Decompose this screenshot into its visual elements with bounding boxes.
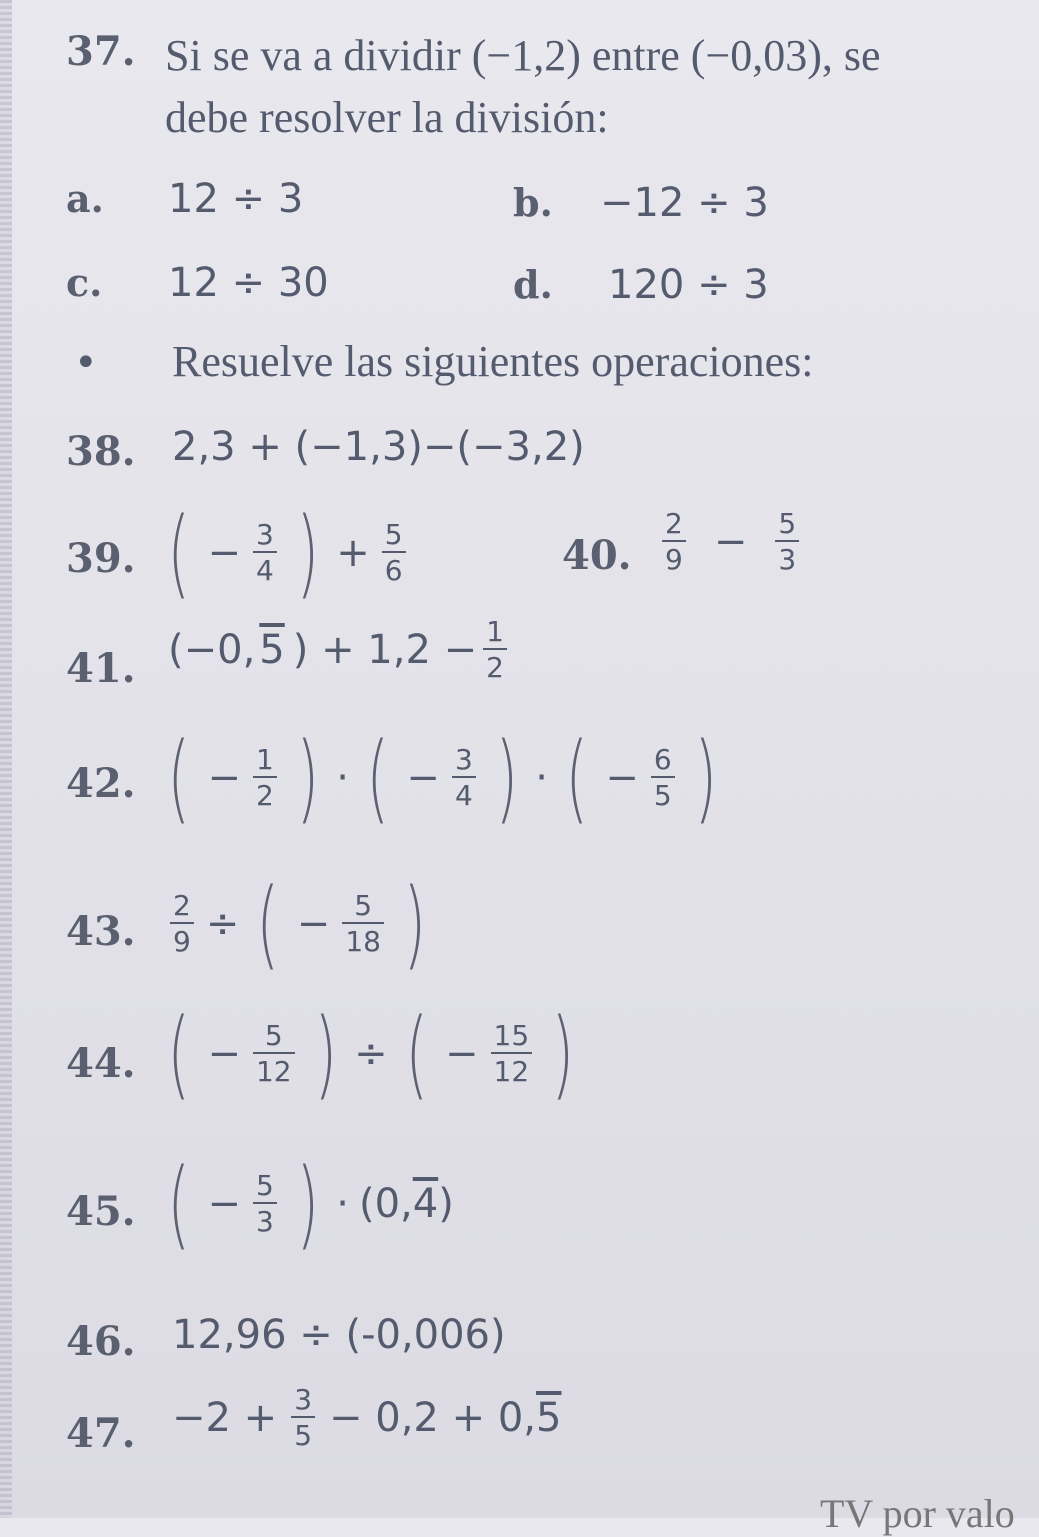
open-paren: ( bbox=[167, 497, 190, 609]
numerator: 1 bbox=[255, 743, 274, 776]
fraction bbox=[662, 507, 686, 576]
denominator: 18 bbox=[342, 922, 384, 956]
denominator: 2 bbox=[483, 648, 507, 682]
fraction bbox=[253, 1169, 277, 1238]
open-paren: ( bbox=[405, 998, 428, 1110]
numerator: 15 bbox=[493, 1019, 530, 1052]
exercise-number-38: 38. bbox=[66, 428, 136, 475]
operator: − bbox=[713, 519, 748, 565]
open-paren: ( bbox=[256, 868, 280, 980]
numerator: 5 bbox=[384, 518, 403, 551]
exercise-number-39: 39. bbox=[66, 535, 136, 582]
exercise-40-expression bbox=[660, 507, 801, 576]
instruction-bullet: • bbox=[74, 340, 98, 386]
denominator: 9 bbox=[170, 922, 194, 956]
denominator: 6 bbox=[382, 551, 406, 585]
page-edge bbox=[0, 0, 12, 1518]
close-paren: ) bbox=[694, 722, 717, 834]
exercise-45-expression bbox=[160, 1148, 454, 1260]
exercise-number-42: 42. bbox=[66, 760, 136, 807]
numerator: 1 bbox=[486, 615, 504, 648]
option-d-label: d. bbox=[513, 262, 553, 307]
fraction bbox=[651, 743, 675, 812]
exercise-number-45: 45. bbox=[66, 1188, 136, 1235]
close-paren: ) bbox=[403, 868, 426, 980]
exercise-number-40: 40. bbox=[562, 532, 632, 579]
exercise-number-44: 44. bbox=[66, 1040, 136, 1087]
denominator: 4 bbox=[253, 551, 277, 585]
expr-part: − 0,2 + 0, bbox=[329, 1395, 536, 1441]
dot-operator: · bbox=[535, 755, 548, 801]
minus-sign: − bbox=[207, 1031, 241, 1077]
option-c-label: c. bbox=[66, 260, 103, 305]
minus-sign: − bbox=[445, 1031, 479, 1077]
open-paren: ( bbox=[565, 722, 588, 834]
denominator: 5 bbox=[651, 776, 675, 810]
expr-part: −2 + bbox=[172, 1395, 278, 1441]
numerator: 6 bbox=[653, 743, 672, 776]
expr-part: (0, bbox=[358, 1181, 413, 1227]
exercise-44-expression bbox=[160, 998, 582, 1110]
numerator: 5 bbox=[778, 507, 797, 540]
close-paren: ) bbox=[296, 1148, 319, 1260]
exercise-38-expression: 2,3 + (−1,3)−(−3,2) bbox=[172, 424, 585, 470]
exercise-number-43: 43. bbox=[66, 908, 136, 955]
close-paren: ) bbox=[551, 998, 575, 1110]
denominator: 5 bbox=[291, 1416, 315, 1450]
operator: + bbox=[336, 530, 370, 576]
option-a-label: a. bbox=[66, 176, 104, 221]
numerator: 3 bbox=[255, 518, 274, 551]
fraction bbox=[483, 615, 507, 684]
fraction bbox=[775, 507, 799, 576]
exercise-number-41: 41. bbox=[66, 645, 136, 692]
operator: ÷ bbox=[354, 1031, 388, 1077]
open-paren: ( bbox=[167, 722, 190, 834]
exercise-41-expression bbox=[168, 615, 509, 684]
open-paren: ( bbox=[167, 1148, 190, 1260]
option-b-label: b. bbox=[513, 180, 553, 225]
minus-sign: − bbox=[207, 530, 241, 576]
numerator: 2 bbox=[665, 507, 683, 540]
question-number-37: 37. bbox=[66, 28, 136, 75]
exercise-number-46: 46. bbox=[66, 1318, 136, 1365]
denominator: 3 bbox=[253, 1202, 277, 1236]
dot-operator: · bbox=[336, 755, 349, 801]
option-b-value: −12 ÷ 3 bbox=[600, 180, 769, 226]
option-c-value: 12 ÷ 30 bbox=[168, 260, 329, 306]
repeating-digit: 5 bbox=[259, 627, 285, 673]
expr-part: ) + 1,2 − bbox=[292, 627, 478, 673]
close-paren: ) bbox=[314, 998, 337, 1110]
exercise-42-expression bbox=[160, 722, 724, 834]
expr-part: ) bbox=[438, 1181, 454, 1227]
fraction bbox=[253, 743, 277, 812]
numerator: 5 bbox=[354, 889, 373, 922]
instruction-text: Resuelve las siguientes operaciones: bbox=[172, 337, 814, 386]
minus-sign: − bbox=[605, 755, 639, 801]
fraction bbox=[382, 518, 406, 587]
numerator: 3 bbox=[294, 1383, 313, 1416]
open-paren: ( bbox=[167, 998, 190, 1110]
question-37-line-1: Si se va a dividir (−1,2) entre (−0,03), se bbox=[165, 31, 881, 80]
minus-sign: − bbox=[296, 901, 331, 947]
minus-sign: − bbox=[207, 755, 241, 801]
repeating-digit: 5 bbox=[535, 1395, 562, 1441]
denominator: 2 bbox=[253, 776, 277, 810]
operator: ÷ bbox=[205, 901, 240, 947]
close-paren: ) bbox=[296, 497, 319, 609]
numerator: 3 bbox=[454, 743, 473, 776]
exercise-number-47: 47. bbox=[66, 1410, 136, 1457]
fraction bbox=[491, 1019, 533, 1088]
denominator: 4 bbox=[452, 776, 476, 810]
numerator: 2 bbox=[173, 889, 191, 922]
fraction bbox=[291, 1383, 315, 1452]
fraction bbox=[452, 743, 476, 812]
denominator: 9 bbox=[662, 540, 686, 574]
numerator: 5 bbox=[255, 1169, 274, 1202]
exercise-47-expression bbox=[172, 1383, 562, 1452]
question-37-line-2: debe resolver la división: bbox=[165, 93, 609, 142]
exercise-46-expression: 12,96 ÷ (-0,006) bbox=[172, 1312, 506, 1358]
exercise-43-expression bbox=[168, 868, 433, 980]
fraction bbox=[342, 889, 384, 958]
repeating-digit: 4 bbox=[412, 1181, 439, 1227]
close-paren: ) bbox=[495, 722, 518, 834]
minus-sign: − bbox=[406, 755, 440, 801]
expr-part: (−0, bbox=[168, 627, 256, 673]
option-a-value: 12 ÷ 3 bbox=[168, 176, 304, 222]
denominator: 3 bbox=[775, 540, 799, 574]
fraction bbox=[253, 1019, 295, 1088]
footer-fragment: TV por valo bbox=[820, 1491, 1015, 1536]
dot-operator: · bbox=[336, 1181, 349, 1227]
fraction bbox=[253, 518, 277, 587]
denominator: 12 bbox=[491, 1052, 533, 1086]
close-paren: ) bbox=[296, 722, 319, 834]
fraction bbox=[170, 889, 194, 958]
minus-sign: − bbox=[207, 1181, 241, 1227]
exercise-39-expression bbox=[160, 497, 408, 609]
denominator: 12 bbox=[253, 1052, 295, 1086]
option-d-value: 120 ÷ 3 bbox=[608, 262, 769, 308]
open-paren: ( bbox=[366, 722, 389, 834]
numerator: 5 bbox=[264, 1019, 283, 1052]
